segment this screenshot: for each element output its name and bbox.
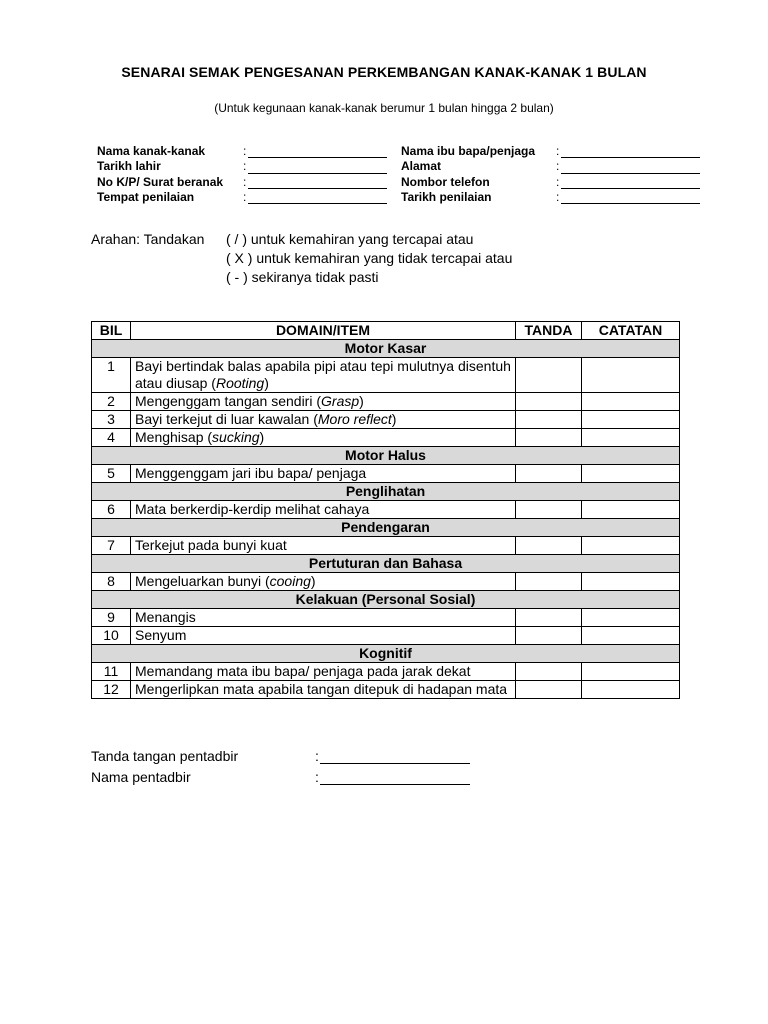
table-row [92,609,680,627]
table-header-row [92,322,680,340]
item-number: 6 [92,501,131,519]
info-row-assessment-date [401,190,700,205]
catatan-cell[interactable] [582,358,680,393]
item-number: 4 [92,429,131,447]
item-number: 12 [92,681,131,699]
tanda-cell[interactable] [516,465,582,483]
item-number: 10 [92,627,131,645]
table-row [92,429,680,447]
tanda-cell[interactable] [516,663,582,681]
catatan-cell[interactable] [582,429,680,447]
tanda-cell[interactable] [516,573,582,591]
item-description: Memandang mata ibu bapa/ penjaga pada jarak dekat [131,663,516,681]
section-row [92,519,680,537]
section-title: Pertuturan dan Bahasa [92,555,680,573]
table-row [92,501,680,519]
catatan-cell[interactable] [582,465,680,483]
section-row [92,483,680,501]
assessment-place-field[interactable]: : [243,190,387,205]
catatan-cell[interactable] [582,627,680,645]
info-label: Nombor telefon [401,174,490,189]
item-description: Menghisap (sucking) [131,429,516,447]
tanda-cell[interactable] [516,537,582,555]
instructions [91,230,512,287]
table-row [92,393,680,411]
item-description: Mengeluarkan bunyi (cooing) [131,573,516,591]
info-label: Tarikh penilaian [401,189,492,204]
item-description: Bayi terkejut di luar kawalan (Moro reflect) [131,411,516,429]
table-row [92,358,680,393]
info-row-assessment-place [97,190,387,205]
guardian-name-field[interactable]: : [556,144,700,159]
tanda-cell[interactable] [516,681,582,699]
tanda-cell[interactable] [516,627,582,645]
item-description: Mengenggam tangan sendiri (Grasp) [131,393,516,411]
tanda-cell[interactable] [516,411,582,429]
item-number: 8 [92,573,131,591]
header-domain-item: DOMAIN/ITEM [131,322,516,340]
tanda-cell[interactable] [516,358,582,393]
item-number: 11 [92,663,131,681]
child-name-field[interactable]: : [243,144,387,159]
item-description: Mata berkerdip-kerdip melihat cahaya [131,501,516,519]
catatan-cell[interactable] [582,573,680,591]
footer-row-admin-name [91,767,470,788]
birth-date-field[interactable]: : [243,159,387,174]
catatan-cell[interactable] [582,609,680,627]
section-row [92,340,680,358]
section-row [92,555,680,573]
table-row [92,411,680,429]
item-number: 5 [92,465,131,483]
catatan-cell[interactable] [582,681,680,699]
section-title: Penglihatan [92,483,680,501]
catatan-cell[interactable] [582,393,680,411]
tanda-cell[interactable] [516,393,582,411]
catatan-cell[interactable] [582,411,680,429]
item-number: 1 [92,358,131,393]
footer-label: Tanda tangan pentadbir [91,748,239,764]
footer-row-signature [91,746,470,767]
tanda-cell[interactable] [516,609,582,627]
header-bil: BIL [92,322,131,340]
item-number: 3 [92,411,131,429]
table-row [92,681,680,699]
address-field[interactable]: : [556,159,700,174]
assessment-date-field[interactable]: : [556,190,700,205]
info-label: Tempat penilaian [97,189,195,204]
catatan-cell[interactable] [582,663,680,681]
table-row [92,537,680,555]
signature-field[interactable]: : [315,746,470,767]
instruction-line: ( / ) untuk kemahiran yang tercapai atau [226,231,474,247]
item-number: 9 [92,609,131,627]
instruction-line: ( X ) untuk kemahiran yang tidak tercapai atau [226,250,513,266]
info-label: Nama ibu bapa/penjaga [401,144,536,158]
tanda-cell[interactable] [516,429,582,447]
section-row [92,645,680,663]
catatan-cell[interactable] [582,537,680,555]
checklist-table [91,321,680,699]
administrator-block [91,746,470,788]
document-title: SENARAI SEMAK PENGESANAN PERKEMBANGAN KANAK-KANAK 1 BULAN [121,64,647,80]
info-label: No K/P/ Surat beranak [97,174,224,189]
info-row-phone [401,175,700,190]
admin-name-field[interactable]: : [315,767,470,788]
child-info-block [97,144,387,205]
info-label: Nama kanak-kanak [97,144,206,158]
section-title: Kognitif [92,645,680,663]
section-row [92,591,680,609]
tanda-cell[interactable] [516,501,582,519]
document-subtitle: (Untuk kegunaan kanak-kanak berumur 1 bulan hingga 2 bulan) [214,101,554,115]
item-description: Terkejut pada bunyi kuat [131,537,516,555]
info-row-id-number [97,175,387,190]
item-description: Mengerlipkan mata apabila tangan ditepuk di hadapan mata [131,681,516,699]
footer-label: Nama pentadbir [91,769,191,785]
info-row-child-name [97,144,387,159]
info-label: Tarikh lahir [97,159,161,174]
header-tanda: TANDA [516,322,582,340]
section-row [92,447,680,465]
item-description: Senyum [131,627,516,645]
info-row-birth-date [97,159,387,174]
section-title: Motor Kasar [92,340,680,358]
item-number: 2 [92,393,131,411]
instruction-line: ( - ) sekiranya tidak pasti [226,269,379,285]
section-title: Motor Halus [92,447,680,465]
phone-field[interactable]: : [556,175,700,190]
info-row-guardian-name [401,144,700,159]
guardian-info-block [401,144,700,205]
item-number: 7 [92,537,131,555]
instructions-heading: Arahan: Tandakan [91,231,205,247]
section-title: Pendengaran [92,519,680,537]
table-row [92,663,680,681]
catatan-cell[interactable] [582,501,680,519]
info-label: Alamat [401,159,442,174]
item-description: Menggenggam jari ibu bapa/ penjaga [131,465,516,483]
table-row [92,465,680,483]
table-row [92,573,680,591]
section-title: Kelakuan (Personal Sosial) [92,591,680,609]
table-row [92,627,680,645]
header-catatan: CATATAN [582,322,680,340]
item-description: Bayi bertindak balas apabila pipi atau tepi mulutnya disentuh atau diusap (Rooting) [131,358,516,393]
item-description: Menangis [131,609,516,627]
id-number-field[interactable]: : [243,175,387,190]
info-row-address [401,159,700,174]
